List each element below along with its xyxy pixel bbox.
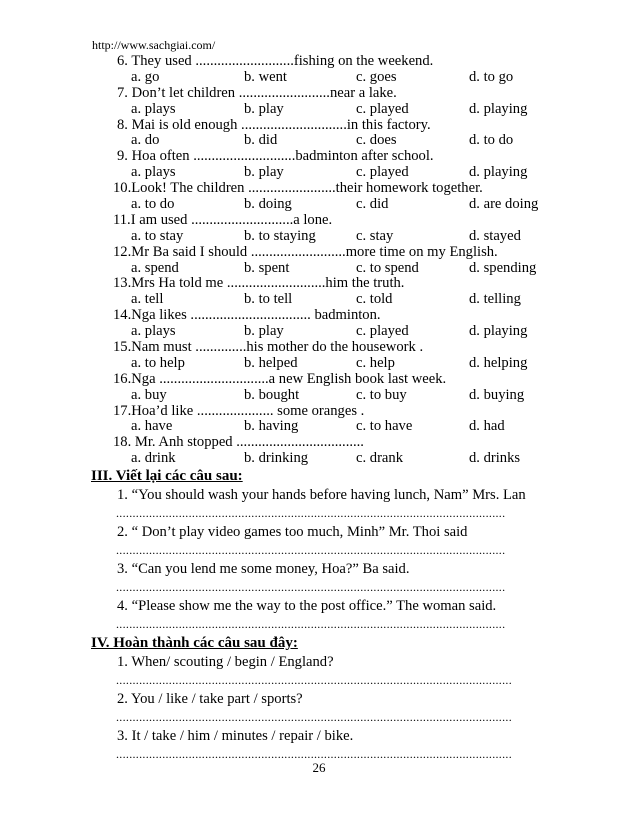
answer-options — [0, 133, 638, 149]
answer-options — [0, 356, 638, 372]
answer-line[interactable]: ...................................................................................................................... — [116, 617, 506, 632]
answer-line[interactable]: ...................................................................................................................... — [116, 543, 506, 558]
answer-option: b. doing — [244, 196, 292, 213]
answer-line[interactable]: ........................................................................................................................ — [116, 673, 512, 688]
exercise-item: 3. It / take / him / minutes / repair / bike. — [117, 728, 354, 745]
answer-option: a. go — [131, 68, 160, 85]
answer-line[interactable]: ........................................................................................................................ — [116, 747, 512, 762]
question-text: Hoa’d like ..................... some oranges . — [131, 402, 365, 419]
answer-option: d. stayed — [469, 227, 521, 244]
answer-option: c. did — [356, 196, 389, 213]
answer-option: c. played — [356, 164, 409, 181]
answer-option: b. to tell — [244, 291, 293, 308]
question-number: 12. — [113, 243, 132, 260]
question-text: Mr Ba said I should ..........................more time on my English. — [131, 243, 498, 260]
answer-option: a. to do — [131, 196, 175, 213]
answer-option: b. helped — [244, 354, 298, 371]
exercise-item: 2. You / like / take part / sports? — [117, 691, 303, 708]
question-line — [0, 276, 638, 292]
question-line — [0, 213, 638, 229]
answer-option: d. telling — [469, 291, 521, 308]
answer-option: c. told — [356, 291, 393, 308]
answer-option: b. spent — [244, 259, 290, 276]
answer-option: c. to have — [356, 418, 413, 435]
answer-options — [0, 292, 638, 308]
answer-option: c. help — [356, 354, 395, 371]
question-line — [0, 54, 638, 70]
answer-option: c. does — [356, 132, 397, 149]
answer-option: d. buying — [469, 386, 525, 403]
question-text: Nga likes ................................. badminton. — [131, 307, 381, 324]
question-line — [0, 372, 638, 388]
answer-option: a. plays — [131, 164, 176, 181]
answer-option: d. had — [469, 418, 505, 435]
answer-option: b. play — [244, 323, 284, 340]
answer-option: d. helping — [469, 354, 528, 371]
exercise-item: 2. “ Don’t play video games too much, Minh” Mr. Thoi said — [117, 524, 468, 541]
answer-options — [0, 451, 638, 467]
question-text: Mr. Anh stopped ................................... — [131, 434, 364, 451]
answer-options — [0, 261, 638, 277]
answer-option: a. to stay — [131, 227, 184, 244]
answer-option: a. do — [131, 132, 160, 149]
exercise-item: 1. “You should wash your hands before having lunch, Nam” Mrs. Lan — [117, 487, 526, 504]
question-text: Look! The children ........................their homework together. — [131, 180, 483, 197]
answer-option: c. goes — [356, 68, 397, 85]
answer-option: d. to do — [469, 132, 514, 149]
question-line — [0, 245, 638, 261]
question-line — [0, 340, 638, 356]
question-line — [0, 149, 638, 165]
answer-option: d. drinks — [469, 450, 521, 467]
answer-options — [0, 165, 638, 181]
answer-option: c. played — [356, 100, 409, 117]
answer-option: c. to buy — [356, 386, 407, 403]
exercise-item: 1. When/ scouting / begin / England? — [117, 654, 334, 671]
answer-option: c. played — [356, 323, 409, 340]
source-url: http://www.sachgiai.com/ — [92, 38, 216, 52]
answer-option: d. are doing — [469, 196, 539, 213]
question-line — [0, 118, 638, 134]
question-text: Mai is old enough .............................in this factory. — [127, 116, 431, 133]
section-heading: III. Viết lại các câu sau: — [91, 468, 243, 485]
answer-options — [0, 419, 638, 435]
answer-options — [0, 388, 638, 404]
answer-option: d. to go — [469, 68, 514, 85]
question-text: They used ...........................fishing on the weekend. — [127, 53, 434, 69]
answer-option: a. drink — [131, 450, 176, 467]
question-number: 13. — [113, 275, 132, 292]
question-text: Hoa often ............................badminton after school. — [127, 148, 434, 165]
answer-option: a. buy — [131, 386, 167, 403]
question-number: 11. — [113, 211, 131, 228]
answer-option: b. drinking — [244, 450, 309, 467]
answer-option: b. went — [244, 68, 287, 85]
answer-option: a. tell — [131, 291, 164, 308]
exercise-item: 3. “Can you lend me some money, Hoa?” Ba said. — [117, 561, 410, 578]
page-number: 26 — [312, 760, 326, 775]
answer-line[interactable]: ...................................................................................................................... — [116, 506, 506, 521]
question-number: 10. — [113, 180, 132, 197]
question-text: Mrs Ha told me ...........................him the truth. — [131, 275, 405, 292]
question-line — [0, 181, 638, 197]
answer-options — [0, 229, 638, 245]
question-text: Nam must ..............his mother do the housework . — [131, 339, 424, 356]
answer-option: a. plays — [131, 100, 176, 117]
question-number: 8. — [117, 116, 128, 133]
answer-option: a. to help — [131, 354, 185, 371]
answer-option: a. spend — [131, 259, 179, 276]
answer-option: b. bought — [244, 386, 300, 403]
answer-line[interactable]: ........................................................................................................................ — [116, 710, 512, 725]
question-text: I am used ............................a lone. — [130, 211, 333, 228]
question-number: 16. — [113, 370, 132, 387]
answer-line[interactable]: ...................................................................................................................... — [116, 580, 506, 595]
question-line — [0, 86, 638, 102]
question-line — [0, 404, 638, 420]
question-number: 7. — [117, 84, 128, 101]
question-line — [0, 308, 638, 324]
question-number: 15. — [113, 339, 132, 356]
answer-option: b. did — [244, 132, 278, 149]
exercise-item: 4. “Please show me the way to the post office.” The woman said. — [117, 598, 497, 615]
answer-option: a. plays — [131, 323, 176, 340]
exercise-content — [0, 54, 638, 764]
question-text: Don’t let children .........................near a lake. — [127, 84, 397, 101]
question-line — [0, 435, 638, 451]
question-number: 17. — [113, 402, 132, 419]
question-number: 9. — [117, 148, 128, 165]
answer-option: d. playing — [469, 100, 528, 117]
answer-option: c. to spend — [356, 259, 419, 276]
answer-option: b. play — [244, 164, 284, 181]
answer-option: d. playing — [469, 164, 528, 181]
answer-option: c. stay — [356, 227, 394, 244]
answer-option: b. play — [244, 100, 284, 117]
question-text: Nga ..............................a new English book last week. — [131, 370, 447, 387]
section-heading: IV. Hoàn thành các câu sau đây: — [91, 635, 298, 652]
answer-option: d. playing — [469, 323, 528, 340]
answer-option: d. spending — [469, 259, 537, 276]
question-number: 18. — [113, 434, 132, 451]
question-number: 14. — [113, 307, 132, 324]
answer-options — [0, 70, 638, 86]
answer-option: b. to staying — [244, 227, 316, 244]
answer-options — [0, 197, 638, 213]
answer-options — [0, 324, 638, 340]
answer-option: a. have — [131, 418, 173, 435]
answer-option: c. drank — [356, 450, 404, 467]
question-number: 6. — [117, 53, 128, 69]
answer-option: b. having — [244, 418, 299, 435]
answer-options — [0, 102, 638, 118]
